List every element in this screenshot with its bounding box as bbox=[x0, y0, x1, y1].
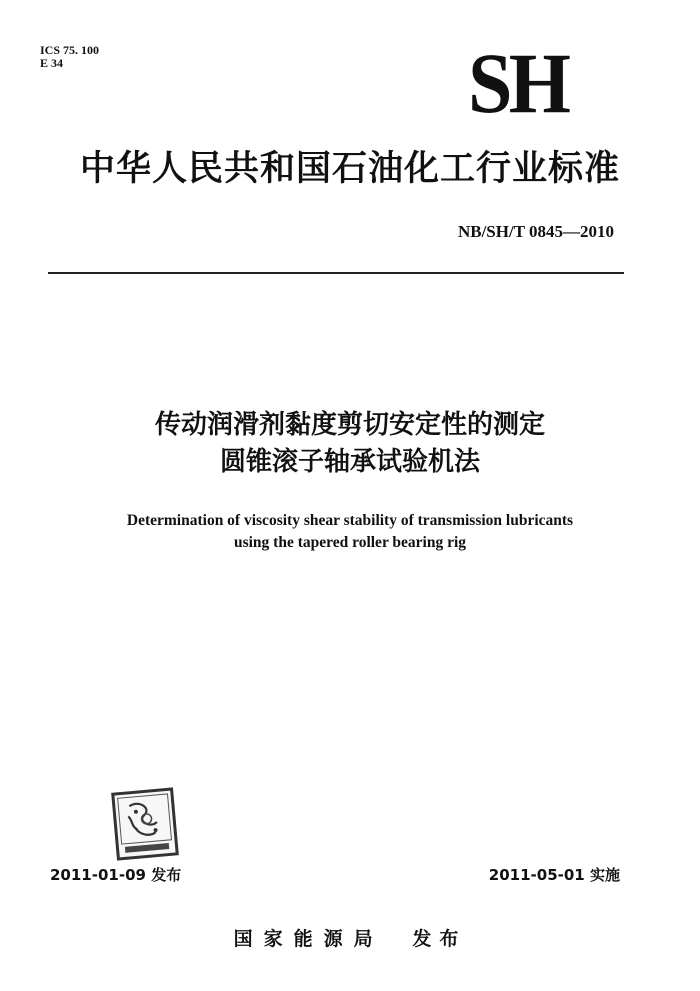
standard-number: NB/SH/T 0845—2010 bbox=[457, 222, 614, 241]
org-title: 中华人民共和国石油化工行业标准 bbox=[79, 149, 620, 189]
implementation-label: 实施 bbox=[589, 866, 620, 884]
seal-pattern-icon bbox=[114, 791, 175, 858]
document-title-english bbox=[0, 510, 700, 554]
title-en-line2: using the tapered roller bearing rig bbox=[233, 534, 467, 551]
issue-label: 发布 bbox=[151, 866, 182, 884]
title-en-line1: Determination of viscosity shear stability of transmission lubricants bbox=[126, 512, 574, 529]
implementation-date: 2011-05-01 bbox=[488, 866, 585, 884]
issue-date-line bbox=[50, 866, 181, 884]
title-cn-line1: 传动润滑剂黏度剪切安定性的测定 bbox=[154, 410, 545, 440]
classification-codes bbox=[40, 44, 99, 70]
title-cn-line2: 圆锥滚子轴承试验机法 bbox=[219, 447, 480, 477]
issuer-line bbox=[0, 928, 700, 950]
implementation-date-line bbox=[489, 866, 620, 884]
ics-code: ICS 75. 100 bbox=[40, 43, 100, 57]
document-title-chinese bbox=[0, 407, 700, 481]
header-divider bbox=[48, 272, 624, 274]
ccs-code: E 34 bbox=[40, 56, 64, 70]
anti-counterfeit-seal-icon bbox=[111, 787, 179, 860]
issuing-authority: 国家能源局 bbox=[233, 928, 384, 950]
issuer-action: 发布 bbox=[412, 928, 467, 950]
sh-logo: SH bbox=[468, 35, 568, 131]
issue-date: 2011-01-09 bbox=[50, 866, 146, 884]
